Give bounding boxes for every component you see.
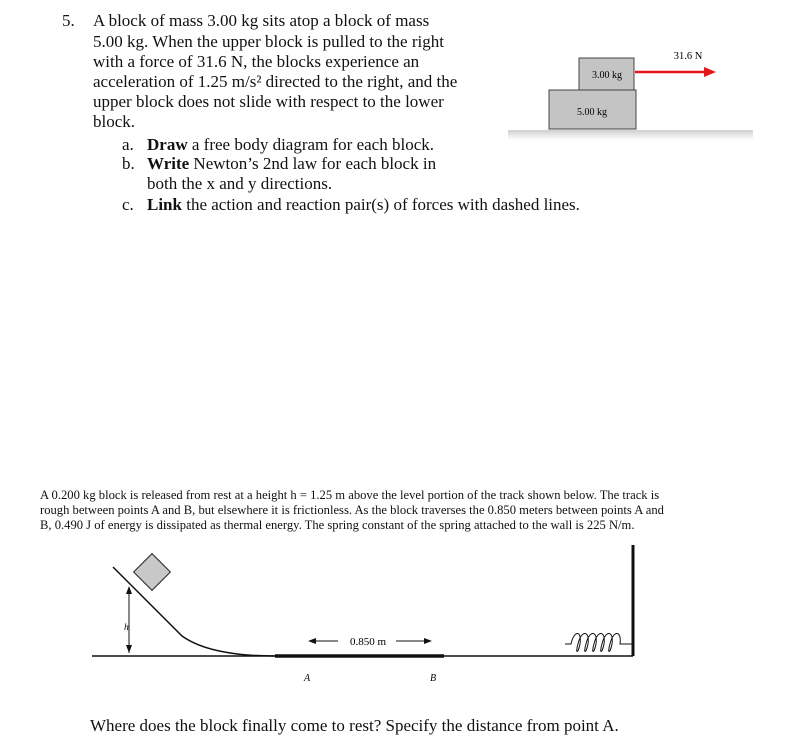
- problem-5-line-1: A block of mass 3.00 kg sits atop a block of mass: [93, 11, 430, 30]
- problem-5-line-2: 5.00 kg. When the upper block is pulled to the right: [93, 32, 444, 51]
- upper-block-label: 3.00 kg: [592, 70, 622, 81]
- part-b-text: Write Newton’s 2nd law for each block in: [147, 154, 437, 173]
- ground-shadow: [508, 130, 753, 140]
- point-b-label: B: [430, 673, 437, 684]
- part-b-continuation: both the x and y directions.: [147, 174, 333, 193]
- problem-5-line-5: upper block does not slide with respect to the lower: [93, 92, 444, 111]
- spring: [565, 634, 633, 652]
- problem-5-number: 5.: [62, 11, 75, 30]
- point-a-label: A: [304, 673, 311, 684]
- part-a-text: Draw a free body diagram for each block.: [147, 135, 434, 154]
- height-arrow-top: [126, 586, 132, 594]
- height-label: h: [124, 623, 129, 633]
- distance-arrow-right-head: [424, 638, 432, 644]
- final-question: Where does the block finally come to rest? Specify the distance from point A.: [90, 716, 619, 735]
- distance-label: 0.850 m: [349, 636, 387, 648]
- sliding-block: [134, 554, 171, 591]
- part-a-letter: a.: [122, 135, 134, 154]
- distance-arrow-left-head: [308, 638, 316, 644]
- height-arrow-bottom: [126, 645, 132, 653]
- lower-block-label: 5.00 kg: [577, 107, 607, 118]
- force-arrow-head: [704, 67, 716, 77]
- part-b-letter: b.: [122, 154, 135, 173]
- part-c-letter: c.: [122, 195, 134, 214]
- paragraph-line-1: A 0.200 kg block is released from rest at a height h = 1.25 m above the level portion of the track shown below. The track is: [40, 488, 660, 502]
- problem-5-line-6: block.: [93, 112, 136, 131]
- force-label: 31.6 N: [673, 51, 703, 62]
- paragraph-line-2: rough between points A and B, but elsewhere it is frictionless. As the block traverses the 0.850 meters between points A and: [40, 503, 664, 517]
- track-figure: [0, 540, 799, 690]
- problem-5-line-3: with a force of 31.6 N, the blocks experience an: [93, 52, 420, 71]
- stacked-blocks-figure: [500, 40, 760, 140]
- paragraph-line-3: B, 0.490 J of energy is dissipated as thermal energy. The spring constant of the spring attached to the wall is 225 N/m.: [40, 518, 635, 532]
- problem-5-line-4: acceleration of 1.25 m/s² directed to the right, and the: [93, 72, 458, 91]
- problem-6-paragraph: [40, 488, 765, 533]
- part-c-text: Link the action and reaction pair(s) of forces with dashed lines.: [147, 195, 580, 214]
